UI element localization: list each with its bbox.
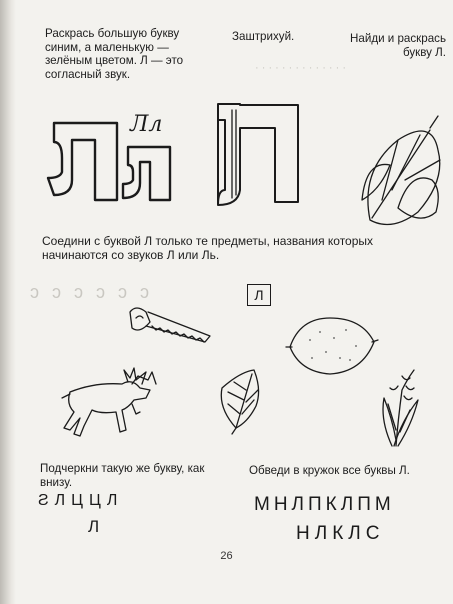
page-number: 26 bbox=[220, 550, 233, 562]
task-underline: Подчеркни такую же букву, как внизу. bbox=[40, 462, 205, 489]
circle-letter-row-1[interactable]: МНЛПКЛПМ bbox=[254, 494, 395, 515]
task-circle: Обведи в кружок все буквы Л. bbox=[249, 464, 410, 477]
underline-letter-row[interactable]: ƧЛЦЦЛ bbox=[38, 492, 124, 509]
underline-sample-letter: Л bbox=[88, 517, 105, 536]
task-shade: Заштрихуй. bbox=[232, 30, 295, 43]
bleed-through-text: · · · · · · · · · · · · · · bbox=[255, 62, 347, 74]
task-color-letter: Раскрась большую букву синим, а маленькую — зелёным цветом. Л — это согласный звук. bbox=[45, 27, 184, 81]
task-find-color: Найди и раскрась букву Л. bbox=[350, 32, 446, 59]
bleed-through-letters: ͻ ͻ ͻ ͻ ͻ ͻ bbox=[30, 282, 154, 302]
boxed-letter-l[interactable]: Л bbox=[247, 284, 271, 306]
circle-letter-row-2[interactable]: НЛКЛС bbox=[296, 523, 385, 544]
cursive-letters: Лл bbox=[130, 112, 163, 137]
task-connect: Соедини с буквой Л только те предметы, названия которых начинаются со звуков Л или Ль. bbox=[42, 234, 374, 262]
